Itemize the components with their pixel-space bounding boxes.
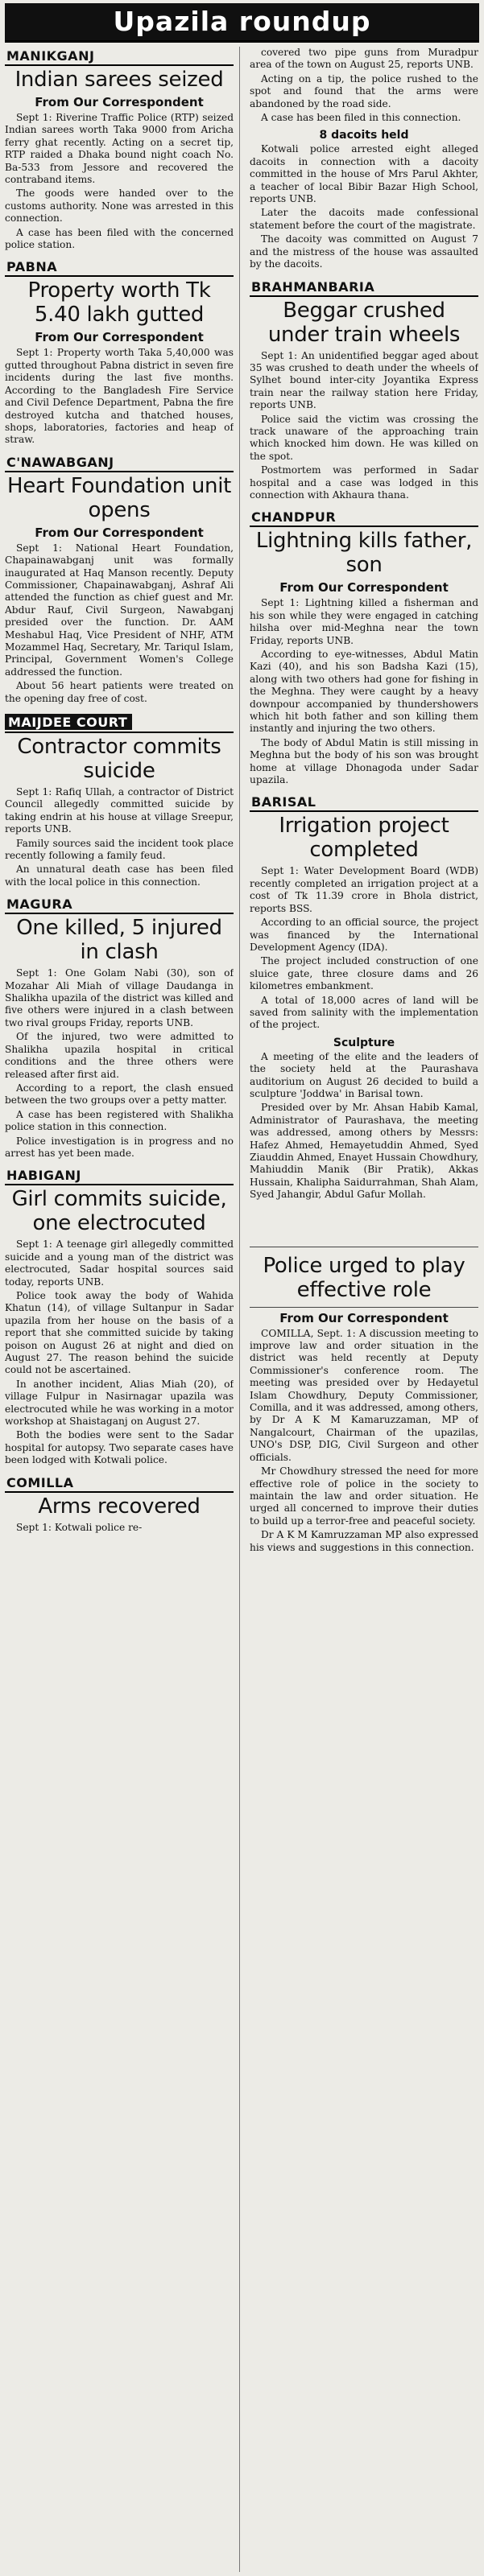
headline-comilla: Arms recovered bbox=[38, 1494, 201, 1519]
headline-magura: One killed, 5 injured in clash bbox=[16, 916, 222, 965]
para: covered two pipe guns from Muradpur area of the town on August 25, reports UNB. bbox=[250, 47, 478, 71]
para: According to a report, the clash ensued between the two groups over a petty matter. bbox=[5, 1082, 234, 1107]
kicker-nawabganj: C'NAWABGANJ bbox=[5, 453, 234, 472]
column-rule bbox=[239, 47, 240, 2572]
para: A case has been filed with the concerned police station. bbox=[5, 226, 234, 251]
para: Mr Chowdhury stressed the need for more effective role of police in the society to maintain the law and order situation. He urged all concerned to improve their duties to build up a terror-free and peaceful society. bbox=[250, 1465, 478, 1527]
para: Later the dacoits made confessional statement before the court of the magistrate. bbox=[250, 207, 478, 231]
para: The dacoity was committed on August 7 and the mistress of the house was assaulted by the dacoits. bbox=[250, 233, 478, 270]
page-banner: Upazila roundup bbox=[5, 3, 479, 43]
headline-habiganj: Girl commits suicide, one electrocuted bbox=[11, 1187, 227, 1236]
para: Postmortem was performed in Sadar hospital and a case was lodged in this connection with Akhaura thana. bbox=[250, 464, 478, 501]
para: Of the injured, two were admitted to Shalikha upazila hospital in critical conditions and the three others were released after first aid. bbox=[5, 1031, 234, 1080]
left-column bbox=[5, 47, 234, 2572]
para: Family sources said the incident took place recently following a family feud. bbox=[5, 837, 234, 862]
byline-pabna: From Our Correspondent bbox=[35, 330, 204, 345]
para: A case has been filed in this connection. bbox=[261, 112, 461, 124]
story-pabna bbox=[5, 258, 234, 446]
kicker-manikganj: MANIKGANJ bbox=[5, 47, 234, 66]
para: COMILLA, Sept. 1: A discussion meeting to improve law and order situation in the district was held recently at Deputy Commissioner's conference room. The meeting was presided over by Hedayetul Islam Chowdhury, Deputy Commissioner, Comilla, and it was addressed, among others, by Dr A K M Kamaruzzaman, MP of Nangalcourt, Chairman of the upazilas, UNO's DSP, DIG, Civil Surgeon and other officials. bbox=[250, 1327, 478, 1463]
para: Dr A K M Kamruzzaman MP also expressed his views and suggestions in this connection. bbox=[250, 1529, 478, 1553]
kicker-maijdee: MAIJDEE COURT bbox=[5, 714, 132, 730]
headline-pabna: Property worth Tk 5.40 lakh gutted bbox=[27, 278, 211, 328]
para: Sept 1: One Golam Nabi (30), son of Mozahar Ali Miah of village Daudanga in Shalikha upazila of the district was killed and five others were injured in a clash between two rival groups Friday, reports UNB. bbox=[5, 967, 234, 1028]
para: A case has been registered with Shalikha police station in this connection. bbox=[5, 1108, 234, 1133]
story-barisal bbox=[250, 793, 478, 1201]
right-column bbox=[250, 47, 478, 2572]
byline-nawabganj: From Our Correspondent bbox=[35, 525, 204, 540]
para: Police said the victim was crossing the track unaware of the approaching train which knocked him down. He was killed on the spot. bbox=[250, 413, 478, 462]
kicker-magura: MAGURA bbox=[5, 895, 234, 914]
para: The project included construction of one sluice gate, three closure dams and 26 kilometres embankment. bbox=[250, 955, 478, 992]
story-maijdee bbox=[5, 711, 234, 888]
story-brahmanbaria bbox=[250, 278, 478, 502]
para: About 56 heart patients were treated on the opening day free of cost. bbox=[5, 680, 234, 704]
kicker-comilla: COMILLA bbox=[5, 1473, 234, 1493]
para: Both the bodies were sent to the Sadar hospital for autopsy. Two separate cases have been lodged with Kotwali police. bbox=[5, 1429, 234, 1466]
headline-nawabganj: Heart Foundation unit opens bbox=[6, 473, 232, 522]
byline-chandpur: From Our Correspondent bbox=[279, 580, 449, 596]
para: Sept 1: Water Development Board (WDB) recently completed an irrigation project at a cost of Tk 11.39 crore in Bhola district, reports BSS. bbox=[250, 865, 478, 914]
subhead-dacoits: 8 dacoits held bbox=[319, 129, 409, 142]
headline-police: Police urged to play effective role bbox=[250, 1247, 478, 1308]
para: Police took away the body of Wahida Khatun (14), of village Sultanpur in Sadar upazila from her house on the basis of a report that she committed suicide by taking poison on August 26 at night and died on August 27. The reason behind the suicide could not be ascertained. bbox=[5, 1289, 234, 1376]
story-manikganj bbox=[5, 47, 234, 251]
kicker-barisal: BARISAL bbox=[250, 793, 478, 812]
story-habiganj bbox=[5, 1166, 234, 1466]
para: Kotwali police arrested eight alleged dacoits in connection with a dacoity committed in the house of Mrs Parul Akhter, a teacher of local Bibir Bazar High School, reports UNB. bbox=[250, 143, 478, 205]
story-nawabganj bbox=[5, 453, 234, 705]
subhead-sculpture: Sculpture bbox=[333, 1036, 395, 1049]
para: The goods were handed over to the customs authority. None was arrested in this connection. bbox=[5, 188, 234, 225]
para: Sept 1: National Heart Foundation, Chapainawabganj unit was formally inaugurated at Haq Manson recently. Deputy Commissioner, Chapainawabganj, Ashraf Ali attended the function as chief guest and Mr. Abdur Rauf, Civil Surgeon, Nawabganj presided over the function. Dr. AAM Meshabul Haq, Vice President of NHF, ATM Mozammel Haq, Secretary, Mr. Tariqul Islam, Principal, Government Women's College addressed the function. bbox=[5, 542, 234, 678]
para: Sept 1: Rafiq Ullah, a contractor of District Council allegedly committed suicide by taking endrin at his house at village Sreepur, reports UNB. bbox=[5, 786, 234, 835]
para: Sept 1: A teenage girl allegedly committed suicide and a young man of the district was electrocuted, Sadar hospital sources said today, reports UNB. bbox=[5, 1239, 234, 1288]
para: According to eye-witnesses, Abdul Matin Kazi (40), and his son Badsha Kazi (15), along with two others had gone for fishing in the Meghna. They were caught by a heavy downpour accompanied by thundershowers which hit both father and son killing them instantly and injuring the two others. bbox=[250, 649, 478, 735]
headline-barisal: Irrigation project completed bbox=[279, 814, 449, 863]
para: The body of Abdul Matin is still missing in Meghna but the body of his son was brought home at village Dhonagoda under Sadar upazila. bbox=[250, 736, 478, 786]
kicker-habiganj: HABIGANJ bbox=[5, 1166, 234, 1185]
para: Sept 1: Riverine Traffic Police (RTP) seized Indian sarees worth Taka 9000 from Aricha ferry ghat recently. Acting on a secret tip, RTP raided a Dhaka bound night coach No. Ba-533 from Jessore and recovered the contraband items. bbox=[5, 112, 234, 186]
headline-maijdee: Contractor commits suicide bbox=[17, 735, 221, 783]
headline-brahmanbaria: Beggar crushed under train wheels bbox=[267, 298, 461, 347]
para: Sept 1: Lightning killed a fisherman and his son while they were engaged in catching hilsha over mid-Meghna near the town Friday, reports UNB. bbox=[250, 597, 478, 646]
kicker-brahmanbaria: BRAHMANBARIA bbox=[250, 278, 478, 297]
kicker-chandpur: CHANDPUR bbox=[250, 508, 478, 527]
para: Sept 1: Kotwali police re- bbox=[16, 1521, 143, 1533]
story-chandpur bbox=[250, 508, 478, 786]
byline-manikganj: From Our Correspondent bbox=[35, 95, 204, 109]
headline-chandpur: Lightning kills father, son bbox=[255, 529, 473, 578]
para: In another incident, Alias Miah (20), of village Fulpur in Nasirnagar upazila was electrocuted while he was working in a motor workshop at Shaistaganj on August 27. bbox=[5, 1378, 234, 1428]
story-comilla bbox=[5, 1473, 234, 1534]
para: A total of 18,000 acres of land will be saved from salinity with the implementation of the project. bbox=[250, 994, 478, 1031]
para: Sept 1: Property worth Taka 5,40,000 was gutted throughout Pabna district in seven fire incidents during the last five months. According to the Bangladesh Fire Service and Civil Defence Department, Pabna the fire destroyed kutcha and thatched houses, shops, laboratories, factories and heap of straw. bbox=[5, 347, 234, 446]
para: Acting on a tip, the police rushed to the spot and found that the arms were abandoned by the road side. bbox=[250, 72, 478, 109]
para: An unnatural death case has been filed with the local police in this connection. bbox=[5, 863, 234, 888]
para: Sept 1: An unidentified beggar aged about 35 was crushed to death under the wheels of Sylhet bound inter-city Joyantika Express train near the railway station here Friday, reports UNB. bbox=[250, 349, 478, 411]
para: Presided over by Mr. Ahsan Habib Kamal, Administrator of Paurashava, the meeting was addressed, among others by Messrs: Hafez Ahmed, Hemayetuddin Ahmed, Syed Ziauddin Ahmed, Enayet Hussain Chowdhury, Mahiuddin Manik (Bir Pratik), Akkas Hussain, Khalipha Saidurrahman, Shah Alam, Syed Jahangir, Abdul Gafur Mollah. bbox=[250, 1102, 478, 1201]
para: A meeting of the elite and the leaders of the society held at the Paurashava auditorium on August 26 decided to build a sculpture 'Joddwa' in Barisal town. bbox=[250, 1050, 478, 1099]
story-magura bbox=[5, 895, 234, 1160]
byline-police: From Our Correspondent bbox=[279, 1310, 449, 1325]
para: According to an official source, the project was financed by the International Development Agency (IDA). bbox=[250, 917, 478, 953]
headline-manikganj: Indian sarees seized bbox=[14, 68, 224, 92]
story-comilla-continued bbox=[250, 47, 478, 271]
kicker-wrap bbox=[5, 711, 234, 733]
story-police bbox=[250, 1247, 478, 1554]
para: Police investigation is in progress and no arrest has yet been made. bbox=[5, 1135, 234, 1159]
kicker-pabna: PABNA bbox=[5, 258, 234, 277]
